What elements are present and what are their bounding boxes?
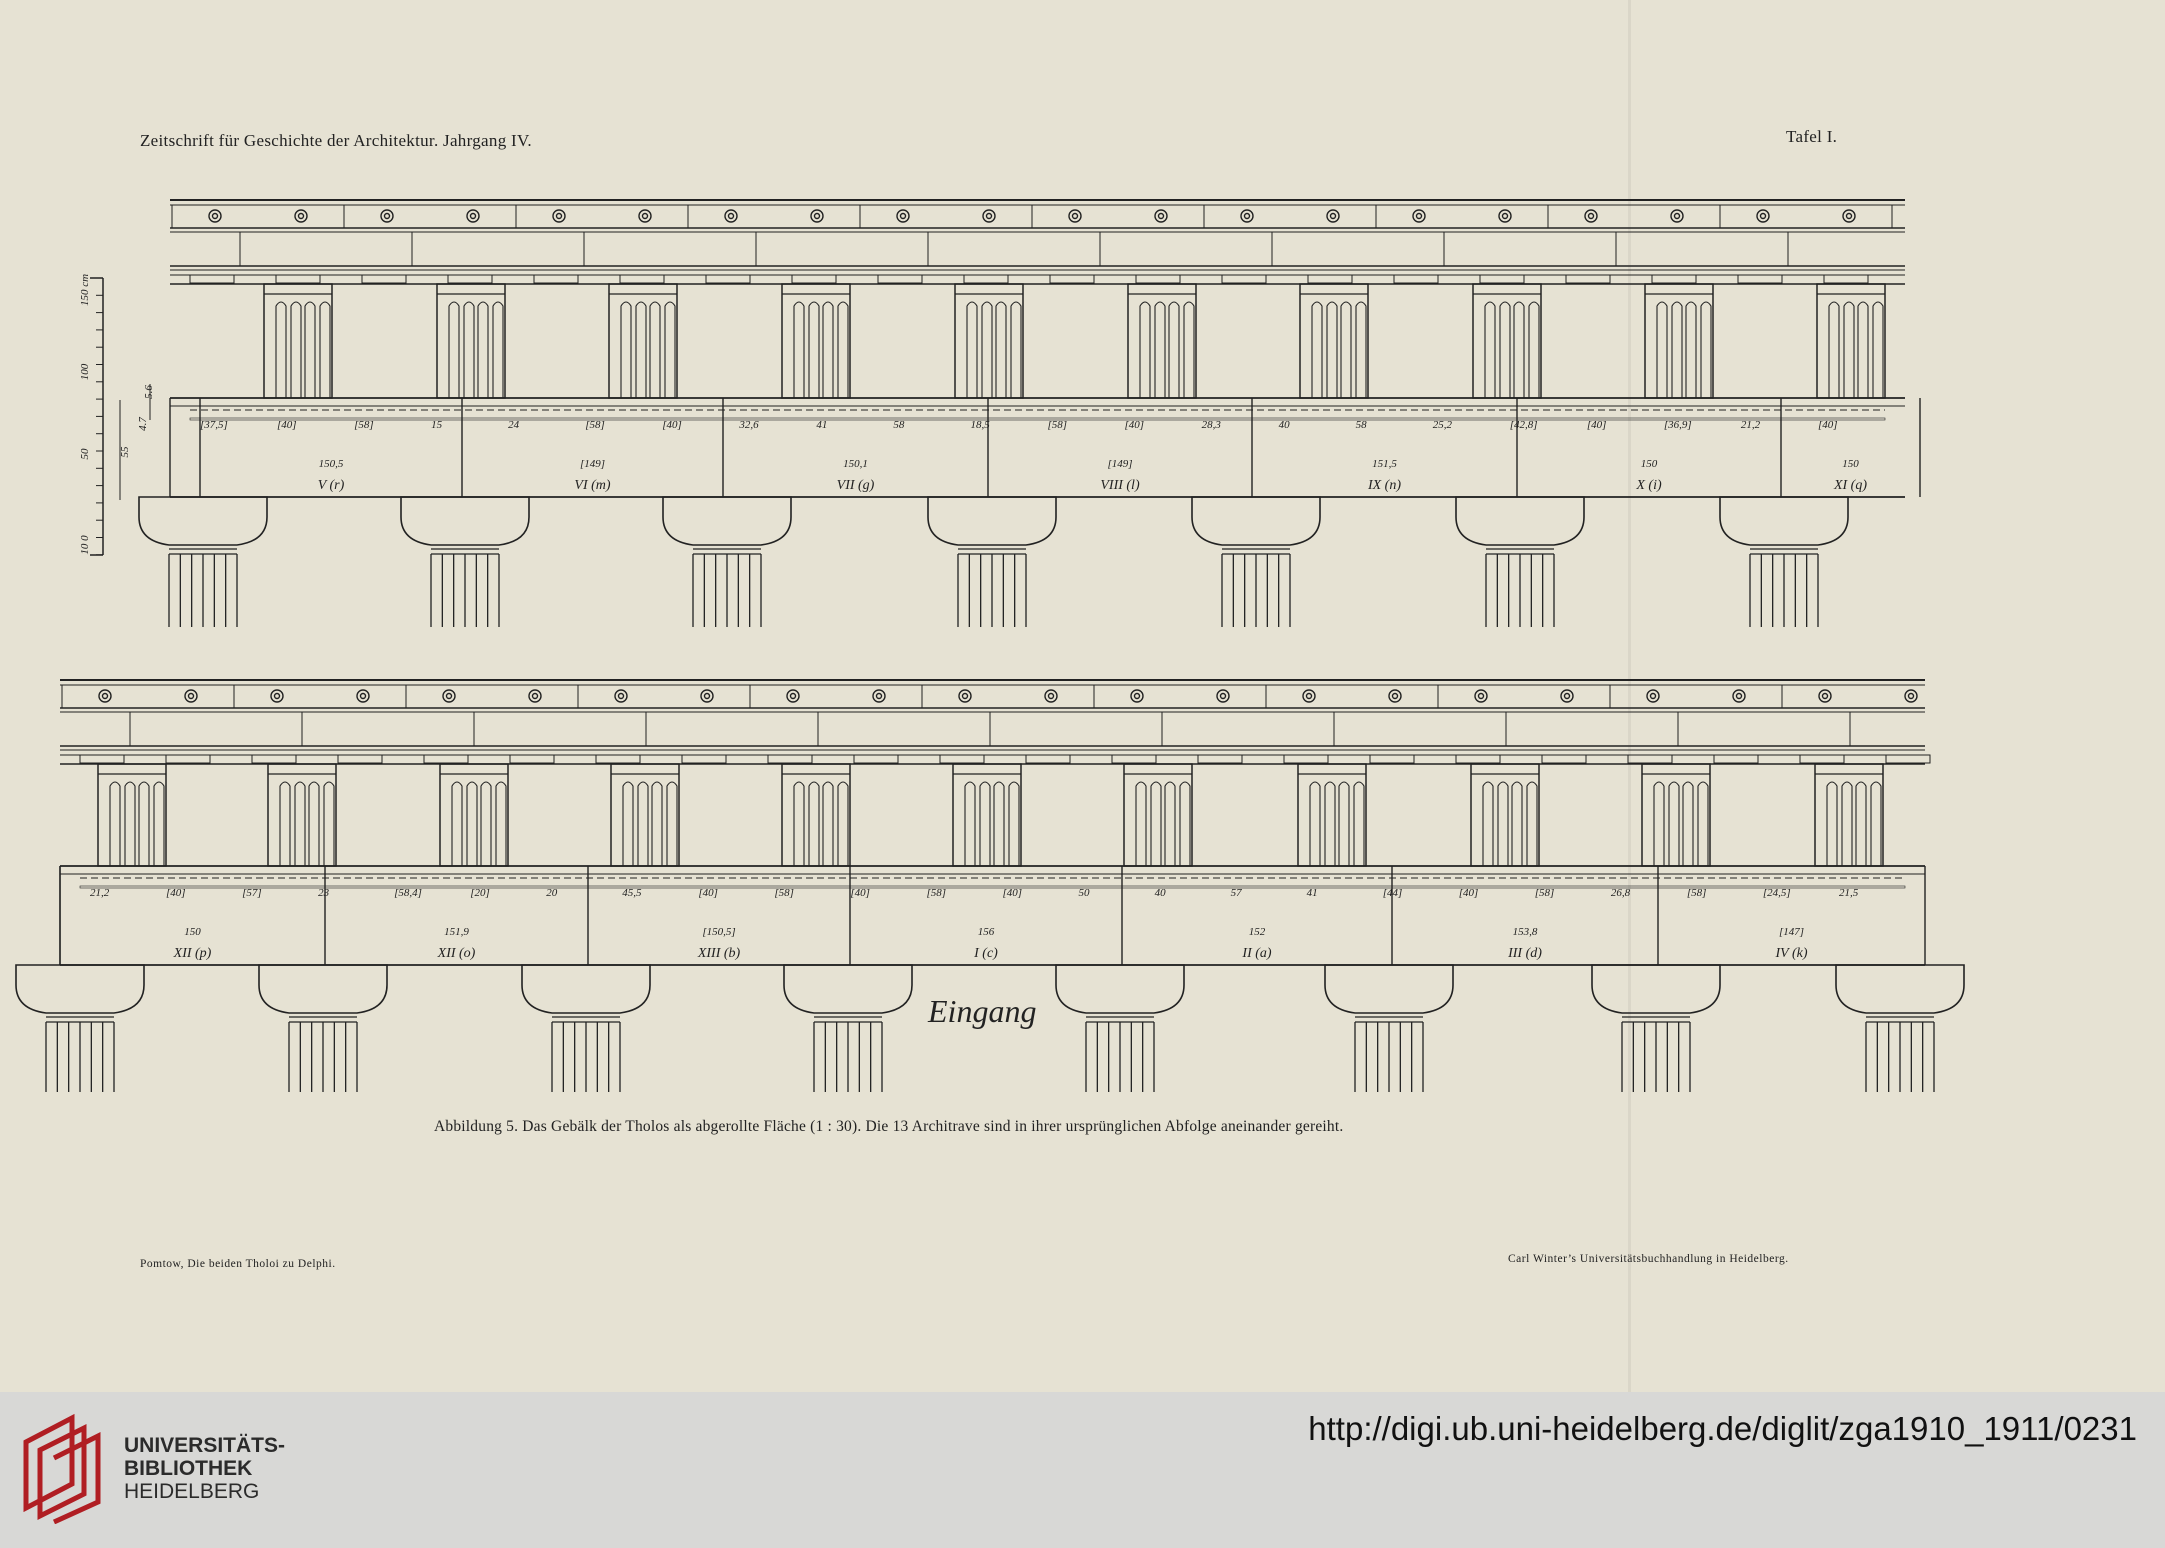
rosette-icon [1823,694,1828,699]
architrave-length: 151,5 [1372,458,1397,470]
column-capital [522,965,650,1013]
library-banner [0,1392,2165,1548]
architrave-number: XII (o) [437,946,476,961]
column-capital [259,965,387,1013]
rosette-icon [705,694,710,699]
dimension-value: [58] [1047,419,1068,431]
dimension-value: [40] [698,887,718,899]
dimension-value: 15 [431,419,443,431]
triglyph [609,284,677,398]
scale-side-label: 4.7 [137,417,149,431]
architrave-number: XI (q) [1833,478,1868,493]
figure-caption: Abbildung 5. Das Gebälk der Tholos als abgerollte Fläche (1 : 30). Die 13 Architrave sind in ihrer ursprünglichen Abfolge aneinander gereiht. [434,1118,1344,1135]
architrave-number: VII (g) [836,478,875,493]
rosette-icon [1155,210,1167,222]
triglyph [1817,284,1885,398]
rosette-icon [1217,690,1229,702]
dimension-value: [24,5] [1762,887,1791,899]
dimension-value: 40 [1154,887,1166,899]
triglyph [953,764,1021,866]
rosette-icon [385,214,390,219]
architrave-number: XII (p) [173,946,212,961]
rosette-icon [1393,694,1398,699]
rosette-icon [873,690,885,702]
rosette-icon [443,690,455,702]
rosette-icon [987,214,992,219]
rosette-icon [1589,214,1594,219]
rosette-icon [1757,210,1769,222]
architrave-length: 150 [184,926,201,938]
dimension-value: [40] [277,419,297,431]
rosette-icon [1389,690,1401,702]
architrave-number: V (r) [317,478,345,493]
rosette-icon [983,210,995,222]
rosette-icon [557,214,562,219]
architrave-length: 156 [977,926,995,938]
scale-side-label: 55 [119,446,131,458]
rosette-icon [185,690,197,702]
column-capital [1592,965,1720,1013]
architrave-labels [200,419,1867,493]
scale-label: 50 [79,448,91,460]
rosette-icon [299,214,304,219]
column-capital [663,497,791,545]
rosette-icon [447,694,452,699]
rosette-icon [643,214,648,219]
column-capital [1720,497,1848,545]
rosette-icon [1647,690,1659,702]
rosette-icon [1503,214,1508,219]
triglyph [611,764,679,866]
rosette-icon [959,690,971,702]
rosette-icon [533,694,538,699]
rosette-icon [1327,210,1339,222]
dimension-value: [58] [585,419,605,431]
rosette-icon [615,690,627,702]
rosette-icon [1843,210,1855,222]
rosette-icon [361,694,366,699]
triglyph [440,764,508,866]
dimension-value: [58] [926,887,947,899]
architrave-number: VIII (l) [1100,478,1140,493]
rosette-icon [619,694,624,699]
column-capital [784,965,912,1013]
permalink-url[interactable]: http://digi.ub.uni-heidelberg.de/diglit/zga1910_1911/0231 [1308,1410,2137,1447]
dimension-line [80,886,1905,888]
library-name [124,1434,285,1503]
dimension-value: 40 [1278,419,1290,431]
rosette-icon [1241,210,1253,222]
column-capital [1836,965,1964,1013]
rosette-icon [897,210,909,222]
logo-line-3: HEIDELBERG [124,1480,260,1503]
architrave-number: XIII (b) [697,946,741,961]
rosette-icon [1733,690,1745,702]
architrave-length: 150,1 [843,458,868,470]
dimension-value: [40] [1586,419,1607,431]
rosette-icon [1221,694,1226,699]
triglyph [1645,284,1713,398]
rosette-icon [787,690,799,702]
dimension-value: 57 [1230,887,1242,899]
dimension-value: 25,2 [1432,419,1452,431]
rosette-icon [1479,694,1484,699]
triglyph [98,764,166,866]
rosette-icon [103,694,108,699]
rosette-icon [1245,214,1250,219]
rosette-icon [99,690,111,702]
scale-label: 10 0 [79,535,91,555]
rosette-icon [213,214,218,219]
architrave-number: X (i) [1636,478,1662,493]
rosette-icon [1049,694,1054,699]
architrave-number: VI (m) [574,478,611,493]
rosette-icon [1417,214,1422,219]
dimension-value: 45,5 [622,887,642,899]
rosette-icon [1413,210,1425,222]
rosette-icon [901,214,906,219]
dimension-value: 58 [893,419,905,431]
rosette-icon [1737,694,1742,699]
dimension-value: 21,5 [1838,887,1859,899]
plate-number: Tafel I. [1786,127,1838,146]
rosette-icon [381,210,393,222]
dimension-value: [58] [774,887,794,899]
rosette-icon [189,694,194,699]
triglyph [437,284,505,398]
architrave-length: 150,5 [318,458,344,470]
architrave-length: [150,5] [702,926,736,938]
column-capital [1456,497,1584,545]
architrave-number: II (a) [1242,946,1272,961]
triglyph [1642,764,1710,866]
column-capital [928,497,1056,545]
rosette-icon [1475,690,1487,702]
triglyph [782,284,850,398]
dimension-value: 26,8 [1610,887,1631,899]
dimension-value: [58] [354,419,374,431]
column-capital [1056,965,1184,1013]
rosette-icon [1847,214,1852,219]
rosette-icon [553,210,565,222]
rosette-icon [1303,690,1315,702]
rosette-icon [1045,690,1057,702]
logo-line-2: BIBLIOTHEK [124,1457,253,1480]
triglyph [1473,284,1541,398]
dimension-value: [58,4] [394,887,422,899]
architrave-length: [149] [579,458,606,470]
triglyph [955,284,1023,398]
rosette-icon [271,690,283,702]
rosette-icon [963,694,968,699]
rosette-icon [791,694,796,699]
rosette-icon [815,214,820,219]
triglyph [782,764,850,866]
architrave-length: 151,9 [444,926,469,938]
footer-left: Pomtow, Die beiden Tholoi zu Delphi. [140,1258,336,1270]
dimension-value: 20 [546,887,558,899]
dimension-value: 58 [1355,419,1367,431]
scale-side-label: 5.6 [143,385,155,399]
scale-label: 100 [79,363,91,381]
dimension-value: 50 [1078,887,1090,899]
dimension-line [190,418,1885,420]
rosette-icon [1761,214,1766,219]
entablature-top-row [139,200,1920,627]
dimension-value: 32,6 [739,419,759,431]
dimension-value: [40] [1002,887,1023,899]
rosette-icon [275,694,280,699]
rosette-icon [1159,214,1164,219]
dimension-value: [44] [1382,887,1403,899]
dimension-value: 24 [508,419,520,431]
architrave-length: [149] [1107,458,1133,470]
dimension-value: 41 [816,419,828,431]
architrave-length: 153,8 [1512,926,1538,938]
rosette-icon [1131,690,1143,702]
scale-label: 150 cm [79,273,91,307]
rosette-icon [1069,210,1081,222]
rosette-icon [467,210,479,222]
rosette-icon [1135,694,1140,699]
rosette-icon [295,210,307,222]
entrance-label: Eingang [928,993,1037,1029]
rosette-icon [1561,690,1573,702]
rosette-icon [1905,690,1917,702]
triglyph [1298,764,1366,866]
column-capital [139,497,267,545]
rosette-icon [1671,210,1683,222]
rosette-icon [639,210,651,222]
column-capital [1192,497,1320,545]
rosette-icon [1073,214,1078,219]
library-logo-icon [20,1412,110,1524]
rosette-icon [471,214,476,219]
dimension-value: [58] [1686,887,1707,899]
rosette-icon [877,694,882,699]
architrave-length: 150 [1842,458,1859,470]
column-capital [16,965,144,1013]
rosette-icon [1585,210,1597,222]
rosette-icon [529,690,541,702]
architrave-length: [147] [1778,926,1805,938]
dimension-value: [40] [1817,419,1838,431]
rosette-icon [1331,214,1336,219]
dimension-value: 28,3 [1201,419,1221,431]
rosette-icon [729,214,734,219]
journal-header: Zeitschrift für Geschichte der Architektur. Jahrgang IV. [140,131,532,150]
rosette-icon [1307,694,1312,699]
dimension-value: [40] [662,419,682,431]
architrave-number: III (d) [1508,946,1542,961]
rosette-icon [1819,690,1831,702]
triglyph [1124,764,1192,866]
rosette-icon [1675,214,1680,219]
dimension-value: [20] [470,887,490,899]
dimension-value: [40] [1124,419,1145,431]
rosette-icon [209,210,221,222]
triglyph [1471,764,1539,866]
dimension-value: [37,5] [200,419,228,431]
dimension-value: 21,2 [90,887,110,899]
rosette-icon [701,690,713,702]
rosette-icon [1565,694,1570,699]
architrave-number: IV (k) [1775,946,1808,961]
dimension-value: 41 [1306,887,1318,899]
rosette-icon [357,690,369,702]
logo-line-1: UNIVERSITÄTS- [124,1434,286,1457]
dimension-value: [58] [1534,887,1555,899]
architrave-length: 152 [1248,926,1266,938]
scale-bar [79,274,155,555]
rosette-icon [725,210,737,222]
column-capital [401,497,529,545]
column-capital [1325,965,1453,1013]
dimension-value: [40] [166,887,186,899]
dimension-value: 23 [318,887,330,899]
dimension-value: [40] [850,887,870,899]
dimension-value: 21,2 [1740,419,1761,431]
dimension-value: 18,5 [970,419,990,431]
dimension-value: [42,8] [1509,419,1538,431]
entablature-bottom-row [16,680,1964,1092]
rosette-icon [1499,210,1511,222]
rosette-icon [1651,694,1656,699]
dimension-value: [57] [242,887,262,899]
architrave-length: 150 [1640,458,1658,470]
architrave-number: I (c) [974,946,998,961]
dimension-value: [40] [1458,887,1479,899]
triglyph [268,764,336,866]
triglyph [1128,284,1196,398]
triglyph [264,284,332,398]
architrave-number: IX (n) [1367,478,1402,493]
rosette-icon [811,210,823,222]
triglyph [1300,284,1368,398]
dimension-value: [36,9] [1663,419,1692,431]
rosette-icon [1909,694,1914,699]
footer-right: Carl Winter’s Universitätsbuchhandlung in Heidelberg. [1508,1253,1789,1265]
architrave-labels [90,887,1859,961]
triglyph [1815,764,1883,866]
